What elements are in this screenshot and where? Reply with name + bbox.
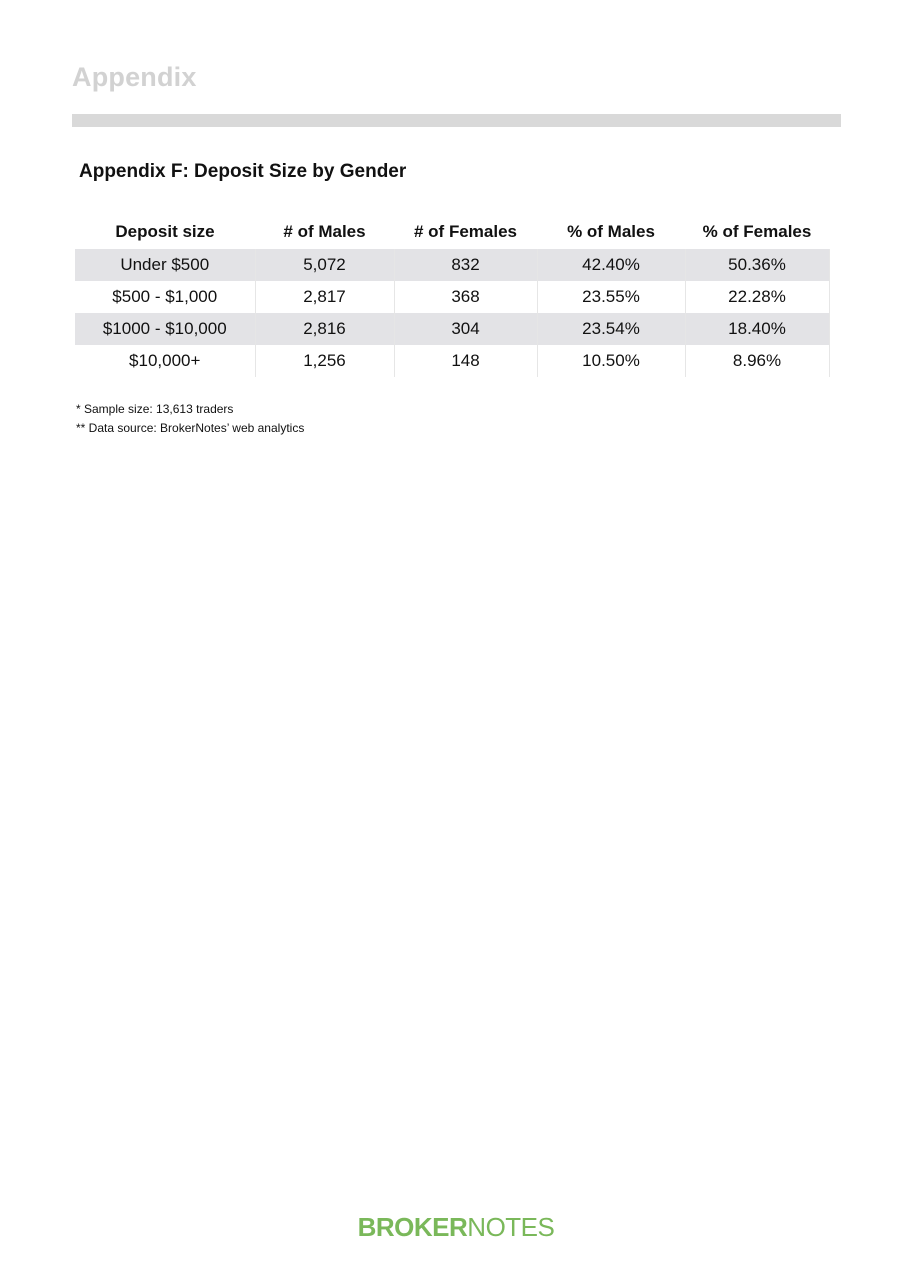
table-row: [75, 313, 829, 345]
column-header-males: # of Males: [283, 222, 366, 241]
cell-males: 1,256: [255, 345, 394, 377]
cell-females: 832: [394, 249, 537, 281]
column-header-females: # of Females: [414, 222, 517, 241]
column-header-pct-males: % of Males: [567, 222, 655, 241]
cell-pct-females: 8.96%: [685, 345, 829, 377]
cell-deposit-size: Under $500: [75, 249, 255, 281]
table-row: [75, 249, 829, 281]
cell-deposit-size: $1000 - $10,000: [75, 313, 255, 345]
logo-text-broker: BROKER: [357, 1212, 468, 1242]
cell-deposit-size: $10,000+: [75, 345, 255, 377]
cell-pct-males: 42.40%: [537, 249, 685, 281]
table-row: [75, 281, 829, 313]
cell-pct-females: 22.28%: [685, 281, 829, 313]
cell-pct-females: 18.40%: [685, 313, 829, 345]
footnote-sample-size: * Sample size: 13,613 traders: [76, 402, 234, 416]
cell-pct-males: 23.54%: [537, 313, 685, 345]
cell-pct-females: 50.36%: [685, 249, 829, 281]
deposit-size-table: [75, 215, 830, 377]
column-header-deposit-size: Deposit size: [115, 222, 215, 241]
cell-females: 304: [394, 313, 537, 345]
cell-males: 2,816: [255, 313, 394, 345]
cell-pct-males: 10.50%: [537, 345, 685, 377]
cell-males: 2,817: [255, 281, 394, 313]
cell-females: 368: [394, 281, 537, 313]
brokernotes-logo: [0, 1212, 912, 1243]
header-divider: [72, 114, 841, 127]
appendix-heading: Appendix F: Deposit Size by Gender: [79, 161, 407, 182]
column-header-pct-females: % of Females: [702, 222, 812, 241]
table-row: [75, 345, 829, 377]
logo-text-notes: NOTES: [467, 1212, 555, 1242]
cell-females: 148: [394, 345, 537, 377]
footnote-data-source: ** Data source: BrokerNotes’ web analytics: [76, 421, 305, 435]
footnotes: [76, 400, 304, 438]
cell-pct-males: 23.55%: [537, 281, 685, 313]
section-title: Appendix: [72, 62, 197, 92]
table-header-row: [75, 215, 829, 249]
cell-deposit-size: $500 - $1,000: [75, 281, 255, 313]
cell-males: 5,072: [255, 249, 394, 281]
